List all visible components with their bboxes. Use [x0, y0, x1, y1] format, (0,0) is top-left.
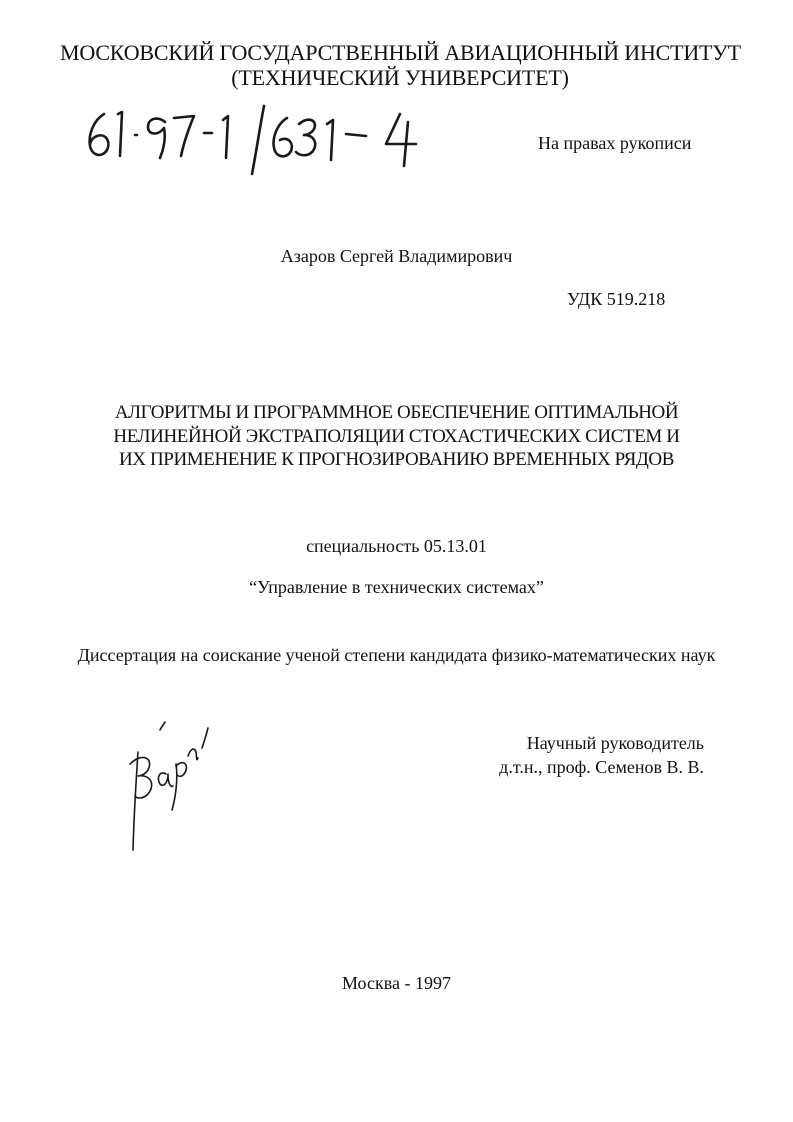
- institution-name: МОСКОВСКИЙ ГОСУДАРСТВЕННЫЙ АВИАЦИОННЫЙ ИНСТИТУТ: [60, 40, 741, 65]
- handwritten-signature: [120, 712, 215, 852]
- title-line: НЕЛИНЕЙНОЙ ЭКСТРАПОЛЯЦИИ СТОХАСТИЧЕСКИХ СИСТЕМ И: [113, 425, 680, 447]
- dissertation-statement: Диссертация на соискание ученой степени кандидата физико-математических наук: [77, 645, 716, 665]
- institution-header: [60, 40, 740, 90]
- supervisor-label: Научный руководитель: [526, 733, 704, 753]
- specialty-name: “Управление в технических системах”: [249, 577, 544, 597]
- institution-subtitle: (ТЕХНИЧЕСКИЙ УНИВЕРСИТЕТ): [231, 65, 569, 90]
- handwritten-catalog-number: [82, 100, 432, 178]
- title-line: ИХ ПРИМЕНЕНИЕ К ПРОГНОЗИРОВАНИЮ ВРЕМЕННЫХ РЯДОВ: [118, 449, 675, 470]
- city-year: Москва - 1997: [342, 973, 451, 993]
- supervisor-name: д.т.н., проф. Семенов В. В.: [499, 757, 704, 777]
- author-name: Азаров Сергей Владимирович: [280, 246, 513, 266]
- rights-note: На правах рукописи: [538, 133, 692, 153]
- supervisor-block: [420, 731, 704, 779]
- udk-code: УДК 519.218: [567, 289, 666, 309]
- dissertation-title: [40, 401, 753, 472]
- specialty-code: специальность 05.13.01: [306, 536, 487, 556]
- title-line: АЛГОРИТМЫ И ПРОГРАММНОЕ ОБЕСПЕЧЕНИЕ ОПТИМАЛЬНОЙ: [114, 402, 679, 423]
